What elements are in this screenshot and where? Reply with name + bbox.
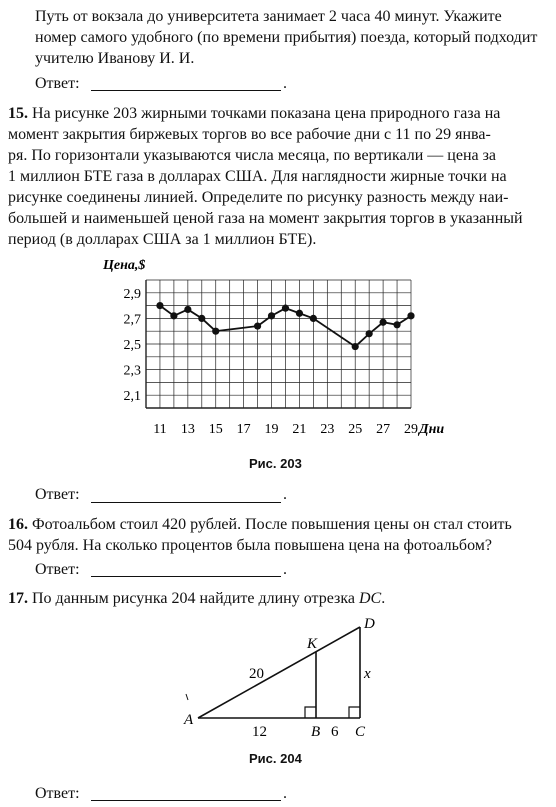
data-point	[282, 305, 289, 312]
right-angle-c	[349, 707, 360, 718]
task16-text-1: Фотоальбом стоил 420 рублей. После повышения цены он стал стоить	[32, 516, 512, 533]
y-tick-label: 2,9	[123, 286, 141, 302]
data-point	[254, 322, 261, 329]
y-tick-label: 2,5	[123, 338, 141, 353]
intro-line-1: Путь от вокзала до университета занимает 2 часа 40 минут. Укажите	[35, 8, 502, 25]
task17-answer-dot: .	[283, 785, 287, 802]
data-point	[184, 306, 191, 313]
task17-answer-label: Ответ:	[35, 785, 80, 802]
task17-segment: DC	[358, 590, 382, 607]
label-ab: 12	[252, 724, 267, 740]
chart-y-ticks	[124, 287, 142, 404]
chart-ylabel: Цена,$	[103, 258, 146, 273]
x-tick-label: 19	[264, 422, 279, 437]
x-tick-label: 25	[348, 422, 363, 437]
label-x: x	[364, 666, 371, 682]
data-point	[407, 312, 414, 319]
y-tick-label: 2,1	[123, 389, 141, 405]
data-point	[156, 302, 163, 309]
task15-line-1	[8, 103, 500, 124]
x-tick-label: 21	[292, 422, 307, 437]
data-point	[268, 312, 275, 319]
task17-line-1	[8, 588, 385, 609]
data-point	[393, 321, 400, 328]
task16-answer-line[interactable]	[91, 576, 281, 577]
label-bc: 6	[331, 724, 339, 740]
task15-line-5: рисунке соединены линией. Определите по рисунку разность между наи-	[8, 189, 509, 206]
label-ak: 20	[249, 666, 264, 682]
label-d: D	[364, 616, 375, 632]
intro-answer-label: Ответ:	[35, 75, 80, 92]
task15-number: 15.	[8, 105, 28, 122]
task15-line-2: момент закрытия биржевых торгов во все рабочие дни с 11 по 29 янва-	[8, 126, 491, 143]
intro-answer-dot: .	[283, 75, 287, 92]
task15-answer-label: Ответ:	[35, 486, 80, 503]
label-k: K	[307, 636, 318, 652]
chart-grid	[146, 280, 411, 408]
x-tick-label: 29	[404, 422, 418, 437]
data-point	[366, 330, 373, 337]
data-point	[352, 343, 359, 350]
triangle-figure	[0, 610, 556, 750]
y-tick-label: 2,3	[123, 363, 141, 379]
data-point	[212, 328, 219, 335]
x-tick-label: 27	[376, 422, 391, 437]
fig203-caption: Рис. 203	[249, 456, 302, 471]
task17-number: 17.	[8, 590, 28, 607]
intro-line-2: номер самого удобного (по времени прибытия) поезда, который подходит	[35, 29, 538, 46]
tick-mark	[186, 694, 188, 700]
data-point	[380, 319, 387, 326]
task15-line-4: 1 миллион БТЕ газа в долларах США. Для наглядности жирные точки на	[8, 168, 507, 185]
segment-ad	[198, 627, 360, 718]
task16-line-2: 504 рубля. На сколько процентов была повышена цена на фотоальбом?	[8, 537, 492, 554]
label-b: B	[311, 724, 321, 740]
data-point	[310, 315, 317, 322]
task16-line-1	[8, 514, 512, 535]
data-point	[198, 315, 205, 322]
task15-line-3: ря. По горизонтали указываются числа месяца, по вертикали — цена за	[8, 147, 497, 164]
task16-answer-label: Ответ:	[35, 561, 80, 578]
x-tick-label: 15	[208, 422, 223, 437]
chart-x-ticks	[153, 422, 418, 437]
task17-answer-line[interactable]	[91, 800, 281, 801]
chart-xlabel: Дни	[419, 422, 445, 437]
task17-text: По данным рисунка 204 найдите длину отрезка	[32, 590, 359, 607]
price-chart	[0, 255, 556, 445]
right-angle-b	[305, 707, 316, 718]
x-tick-label: 17	[236, 422, 251, 437]
task15-answer-dot: .	[283, 486, 287, 503]
x-tick-label: 11	[153, 422, 167, 437]
intro-answer-line[interactable]	[91, 90, 281, 91]
task15-answer-line[interactable]	[91, 502, 281, 503]
x-tick-label: 13	[180, 422, 195, 437]
fig204-caption: Рис. 204	[249, 751, 302, 766]
data-point	[296, 310, 303, 317]
data-point	[170, 312, 177, 319]
label-c: C	[355, 724, 366, 740]
task15-text-1: На рисунке 203 жирными точками показана цена природного газа на	[32, 105, 501, 122]
task16-number: 16.	[8, 516, 28, 533]
intro-line-3: учителю Иванову И. И.	[35, 50, 195, 67]
label-a: A	[184, 712, 194, 728]
y-tick-label: 2,7	[123, 312, 141, 328]
x-tick-label: 23	[320, 422, 335, 437]
task16-answer-dot: .	[283, 561, 287, 578]
task17-period: .	[381, 590, 386, 607]
task15-line-6: большей и наименьшей ценой газа на момент закрытия торгов в указанный	[8, 210, 523, 227]
task15-line-7: период (в долларах США за 1 миллион БТЕ).	[8, 231, 317, 248]
